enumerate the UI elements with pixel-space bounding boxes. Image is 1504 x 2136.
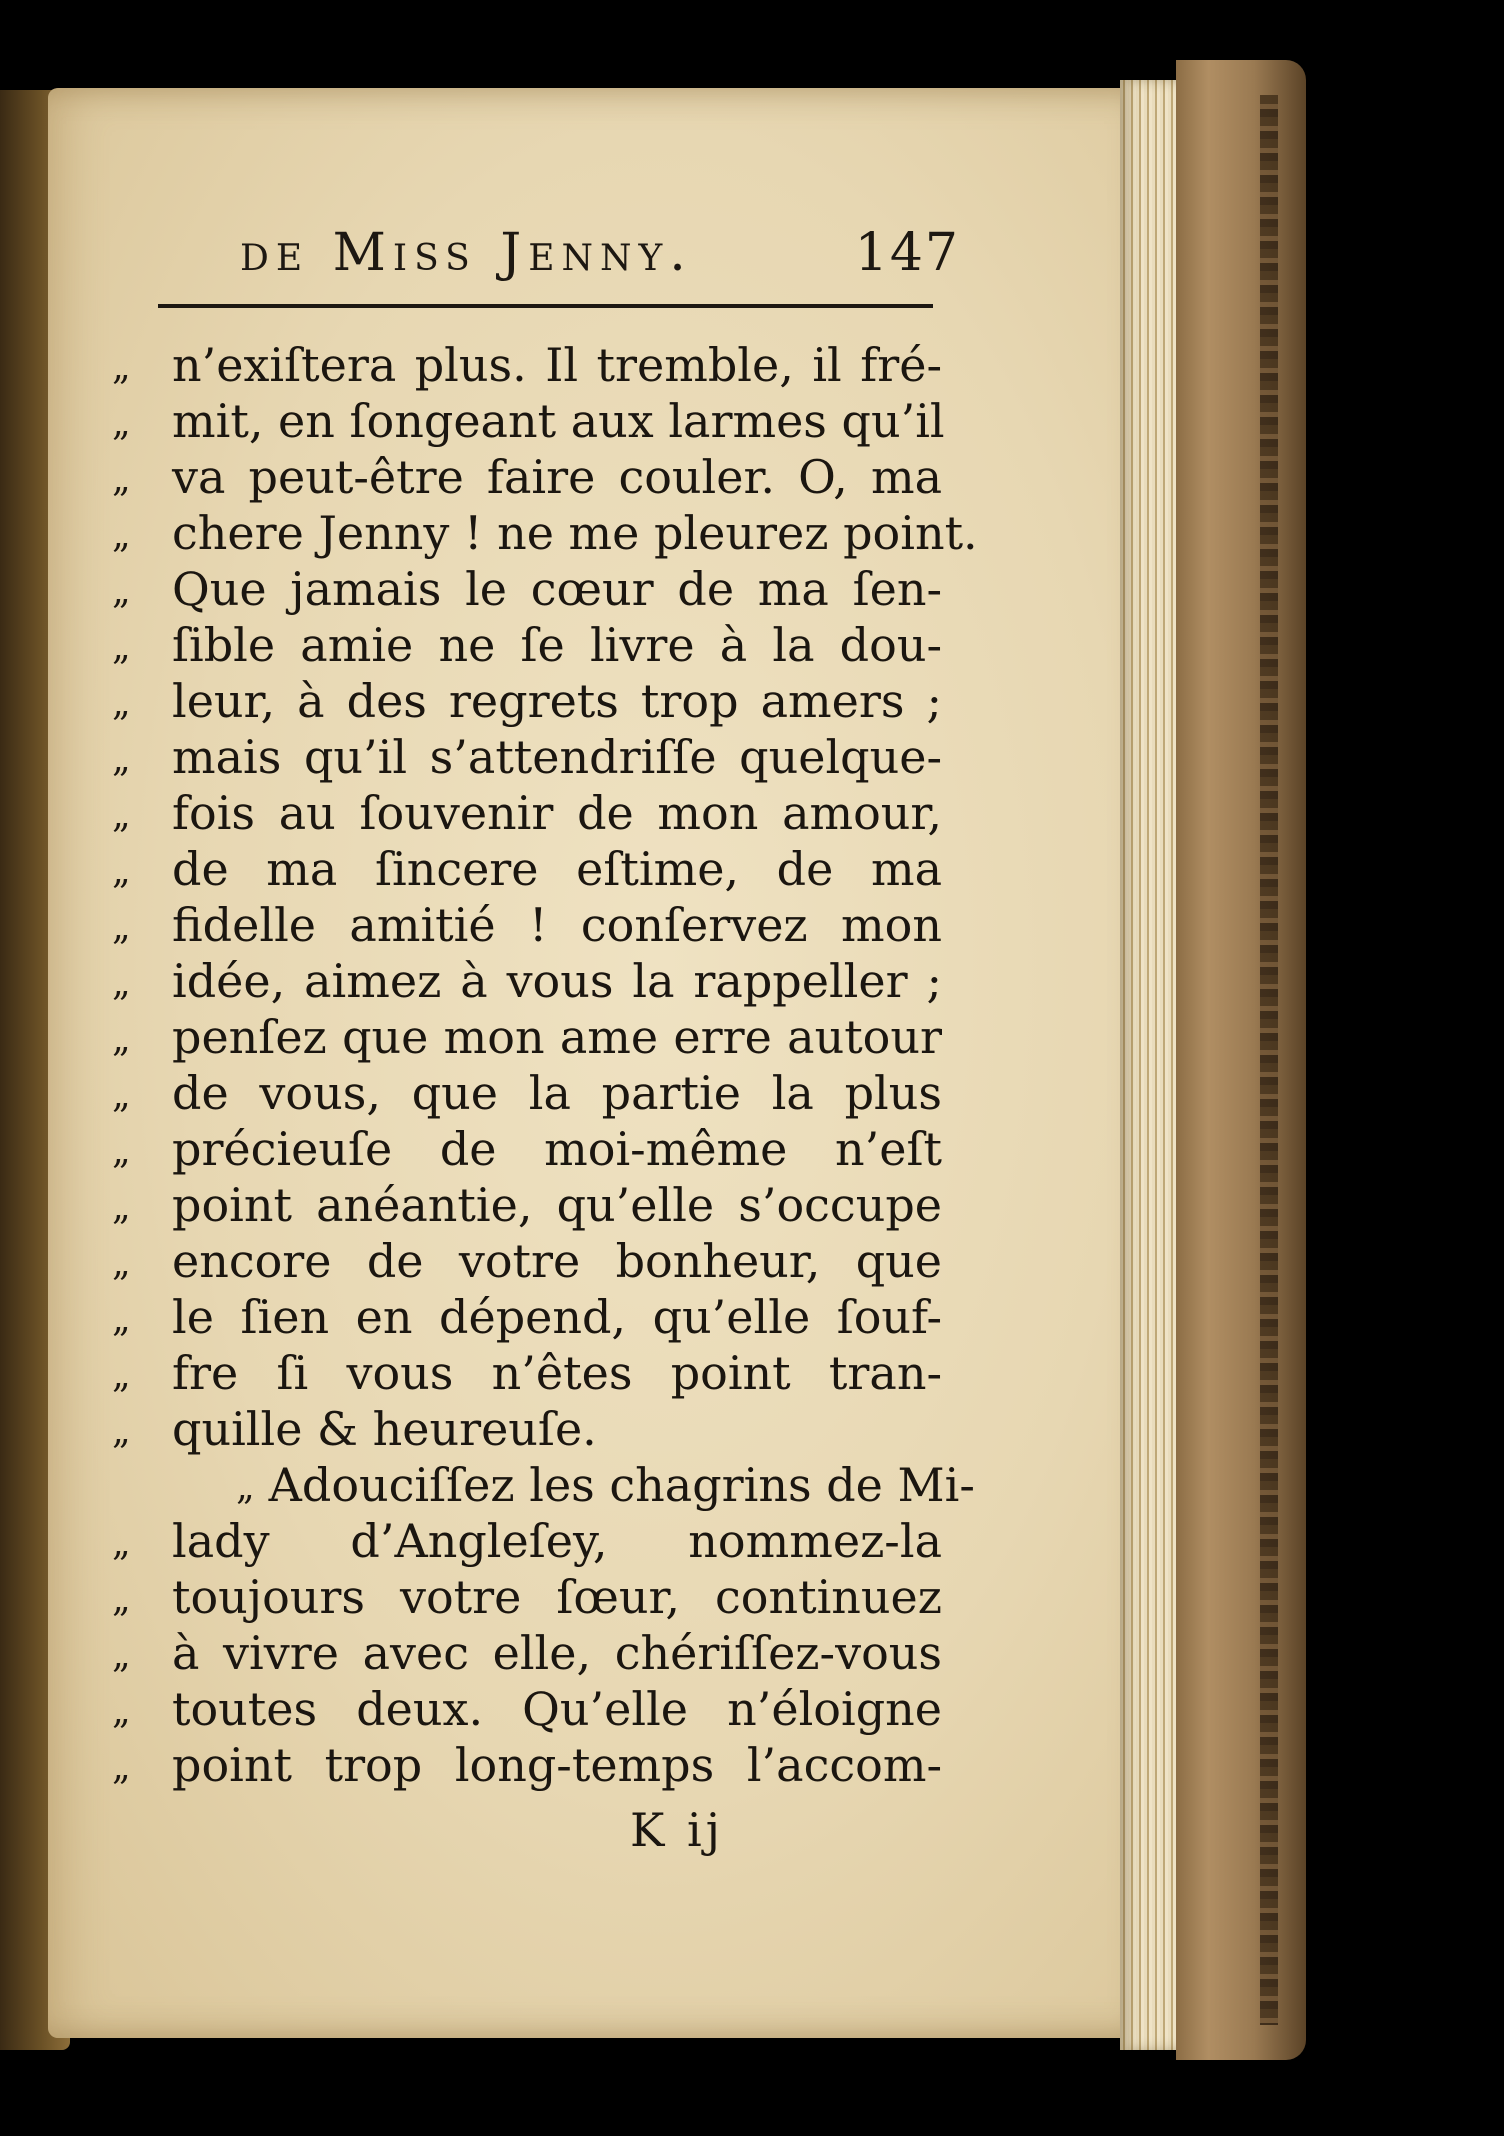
line-text: point anéantie, qu’elle s’occupe bbox=[172, 1178, 942, 1232]
quotation-mark: „ bbox=[112, 683, 131, 724]
quotation-mark: „ bbox=[112, 795, 131, 836]
text-line bbox=[112, 952, 952, 1010]
text-line bbox=[112, 840, 952, 898]
quotation-mark: „ bbox=[236, 1467, 255, 1508]
quotation-mark: „ bbox=[112, 1299, 131, 1340]
text-line bbox=[112, 896, 952, 954]
quotation-mark: „ bbox=[112, 1075, 131, 1116]
quotation-mark: „ bbox=[112, 1691, 131, 1732]
binding-edge bbox=[1260, 95, 1278, 2025]
line-text: fidelle amitié ! conſervez mon bbox=[172, 898, 942, 952]
line-text: fois au ſouvenir de mon amour, bbox=[172, 786, 942, 840]
text-line bbox=[112, 1120, 952, 1178]
text-line bbox=[112, 1064, 952, 1122]
running-title: de Miss Jenny. bbox=[240, 223, 693, 283]
leather-binding bbox=[1176, 60, 1306, 2060]
quotation-mark: „ bbox=[112, 907, 131, 948]
text-line bbox=[112, 1400, 952, 1458]
quotation-mark: „ bbox=[112, 1635, 131, 1676]
line-text: encore de votre bonheur, que bbox=[172, 1234, 942, 1288]
line-text-inner: Adouciſſez les chagrins de Mi- bbox=[268, 1458, 975, 1512]
text-line bbox=[112, 1568, 952, 1626]
line-text: leur, à des regrets trop amers ; bbox=[172, 674, 942, 728]
line-text: de vous, que la partie la plus bbox=[172, 1066, 942, 1120]
line-text: point trop long-temps l’accom- bbox=[172, 1738, 942, 1792]
text-line bbox=[112, 560, 952, 618]
text-line bbox=[112, 1232, 952, 1290]
line-text: n’exiſtera plus. Il tremble, il fré- bbox=[172, 338, 942, 392]
text-line bbox=[112, 1512, 952, 1570]
line-text: mais qu’il s’attendriſſe quelque- bbox=[172, 730, 942, 784]
line-text: va peut-être faire couler. O, ma bbox=[172, 450, 942, 504]
quotation-mark: „ bbox=[112, 1355, 131, 1396]
text-line bbox=[112, 1736, 952, 1794]
quotation-mark: „ bbox=[112, 571, 131, 612]
text-line bbox=[112, 672, 952, 730]
line-text: mit, en ſongeant aux larmes qu’il bbox=[172, 394, 945, 448]
text-line bbox=[112, 728, 952, 786]
quotation-mark: „ bbox=[112, 963, 131, 1004]
line-text: à vivre avec elle, chériſſez-vous bbox=[172, 1626, 942, 1680]
line-text bbox=[236, 1456, 975, 1517]
quotation-mark: „ bbox=[112, 459, 131, 500]
signature-mark: K ij bbox=[630, 1803, 724, 1857]
text-line bbox=[112, 1680, 952, 1738]
line-text: lady d’Angleſey, nommez-la bbox=[172, 1514, 942, 1568]
text-line bbox=[112, 504, 978, 562]
line-text: chere Jenny ! ne me pleurez point. bbox=[172, 506, 978, 560]
text-line bbox=[112, 1008, 952, 1066]
quotation-mark: „ bbox=[112, 347, 131, 388]
header-rule bbox=[158, 304, 933, 308]
quotation-mark: „ bbox=[112, 1523, 131, 1564]
quotation-mark: „ bbox=[112, 627, 131, 668]
text-line bbox=[112, 616, 952, 674]
page-edges bbox=[1120, 80, 1180, 2050]
page-number: 147 bbox=[854, 223, 960, 283]
text-line bbox=[112, 1456, 975, 1514]
text-line bbox=[112, 1344, 952, 1402]
text-line bbox=[112, 336, 952, 394]
quotation-mark: „ bbox=[112, 1411, 131, 1452]
line-text: de ma ſincere eſtime, de ma bbox=[172, 842, 942, 896]
line-text: le ſien en dépend, qu’elle ſouf- bbox=[172, 1290, 942, 1344]
text-line bbox=[112, 1624, 952, 1682]
line-text: fre ſi vous n’êtes point tran- bbox=[172, 1346, 942, 1400]
quotation-mark: „ bbox=[112, 851, 131, 892]
line-text: quille & heureuſe. bbox=[172, 1402, 597, 1456]
line-text: toujours votre ſœur, continuez bbox=[172, 1570, 942, 1624]
quotation-mark: „ bbox=[112, 515, 131, 556]
quotation-mark: „ bbox=[112, 403, 131, 444]
quotation-mark: „ bbox=[112, 739, 131, 780]
line-text: précieuſe de moi-même n’eſt bbox=[172, 1122, 942, 1176]
line-text: Que jamais le cœur de ma ſen- bbox=[172, 562, 942, 616]
quotation-mark: „ bbox=[112, 1131, 131, 1172]
text-line bbox=[112, 1176, 952, 1234]
quotation-mark: „ bbox=[112, 1579, 131, 1620]
quotation-mark: „ bbox=[112, 1243, 131, 1284]
line-text: toutes deux. Qu’elle n’éloigne bbox=[172, 1682, 942, 1736]
quotation-mark: „ bbox=[112, 1747, 131, 1788]
line-text: ſible amie ne ſe livre à la dou- bbox=[172, 618, 942, 672]
text-line bbox=[112, 1288, 952, 1346]
text-line bbox=[112, 784, 952, 842]
text-line bbox=[112, 392, 952, 450]
running-header bbox=[240, 218, 960, 288]
line-text: idée, aimez à vous la rappeller ; bbox=[172, 954, 942, 1008]
line-text: penſez que mon ame erre autour bbox=[172, 1010, 942, 1064]
quotation-mark: „ bbox=[112, 1019, 131, 1060]
text-line bbox=[112, 448, 952, 506]
quotation-mark: „ bbox=[112, 1187, 131, 1228]
